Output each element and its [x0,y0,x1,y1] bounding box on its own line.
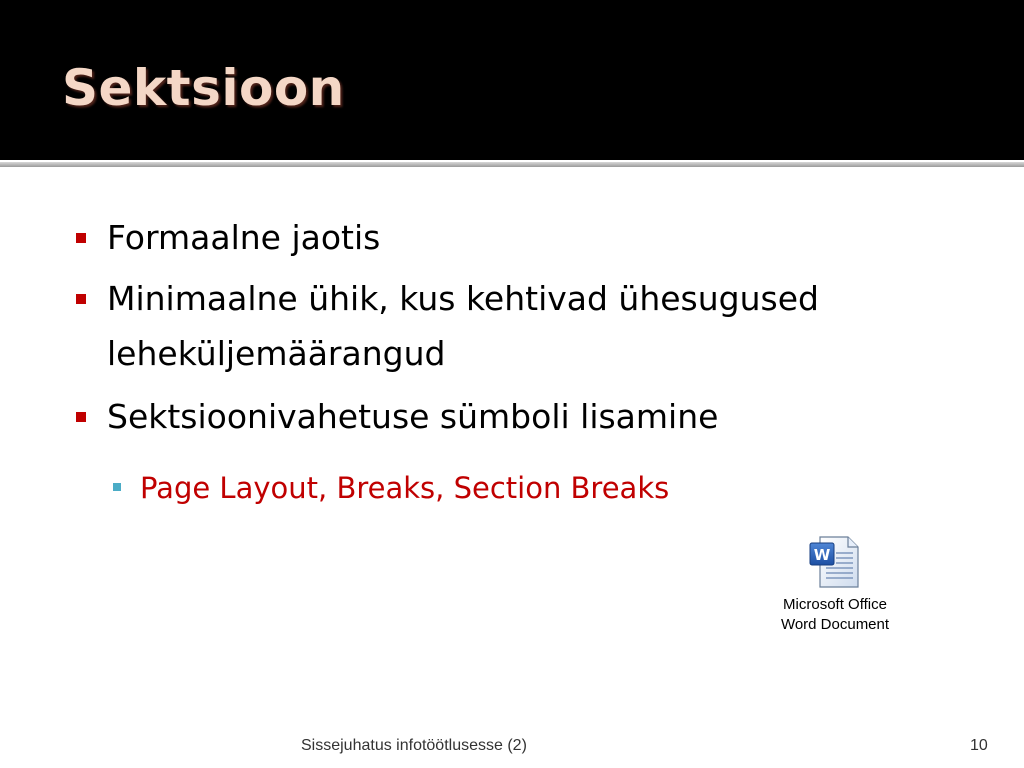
footer-text: Sissejuhatus infotöötlusesse (2) [301,737,527,754]
document-label [760,595,910,635]
slide-title: Sektsioon [62,59,345,117]
bullet-marker [76,233,86,243]
sub-bullet-item: Page Layout, Breaks, Section Breaks [140,471,670,505]
bullet-item: Sektsioonivahetuse sümboli lisamine [107,397,719,436]
title-divider [0,162,1024,167]
bullet-item-continuation: leheküljemäärangud [107,334,446,373]
bullet-marker [76,412,86,422]
document-label-line1: Microsoft Office [783,596,887,613]
svg-text:W: W [813,546,831,564]
bullet-marker [76,294,86,304]
word-document-icon [806,535,862,591]
page-number: 10 [970,737,988,754]
sub-bullet-marker [113,483,121,491]
bullet-item: Minimaalne ühik, kus kehtivad ühesugused [107,279,819,318]
embedded-word-document[interactable] [760,535,910,645]
title-bar [0,0,1024,160]
document-label-line2: Word Document [780,616,890,633]
bullet-item: Formaalne jaotis [107,218,381,257]
